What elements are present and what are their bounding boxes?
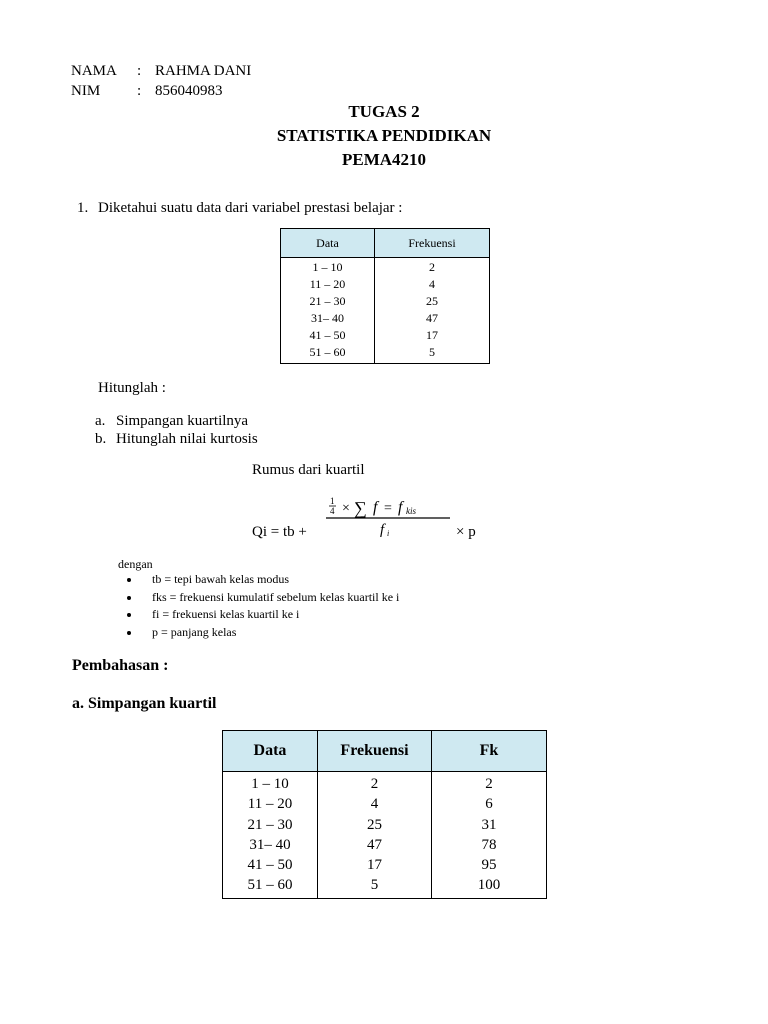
list-item bbox=[127, 606, 399, 624]
quartile-fraction bbox=[326, 494, 456, 542]
cell-frekuensi: 47 bbox=[318, 835, 432, 855]
table-row bbox=[223, 815, 547, 835]
cell-frekuensi: 25 bbox=[318, 815, 432, 835]
cell-frekuensi: 4 bbox=[375, 276, 490, 293]
bullet-icon bbox=[127, 596, 131, 600]
cell-frekuensi: 4 bbox=[318, 794, 432, 814]
title-line-1: TUGAS 2 bbox=[348, 102, 420, 121]
discussion-heading: Pembahasan : bbox=[72, 657, 169, 674]
legend-intro: dengan bbox=[118, 557, 153, 571]
bullet-icon bbox=[127, 631, 131, 635]
cell-frekuensi: 25 bbox=[375, 293, 490, 310]
cell-data: 41 – 50 bbox=[247, 857, 293, 874]
frequency-table bbox=[280, 228, 490, 364]
question-intro: Diketahui suatu data dari variabel prestasi belajar : bbox=[98, 200, 403, 216]
header-fk: Fk bbox=[432, 731, 547, 772]
header-data: Data bbox=[281, 229, 375, 258]
nim-value: 856040983 bbox=[155, 83, 223, 99]
bullet-icon bbox=[127, 613, 131, 617]
svg-text:kis: kis bbox=[406, 506, 416, 516]
nim-label: NIM bbox=[71, 83, 101, 99]
table-row bbox=[223, 794, 547, 814]
svg-text:i: i bbox=[387, 529, 390, 538]
legend-text: tb = tepi bawah kelas modus bbox=[152, 572, 290, 586]
list-item bbox=[127, 589, 399, 607]
cell-data: 31– 40 bbox=[311, 311, 344, 325]
title-line-3: PEMA4210 bbox=[341, 150, 427, 169]
task-a-text: Simpangan kuartilnya bbox=[116, 413, 249, 429]
table-row bbox=[281, 293, 490, 310]
task-b-text: Hitunglah nilai kurtosis bbox=[116, 431, 258, 447]
cell-frekuensi: 17 bbox=[375, 327, 490, 344]
header-data: Data bbox=[223, 731, 318, 772]
cell-data: 51 – 60 bbox=[309, 345, 346, 359]
hitunglah-label: Hitunglah : bbox=[98, 380, 166, 396]
cell-data: 1 – 10 bbox=[312, 260, 343, 274]
bullet-icon bbox=[127, 578, 131, 582]
cell-fk: 6 bbox=[432, 794, 547, 814]
header-frekuensi: Frekuensi bbox=[375, 229, 490, 258]
cell-frekuensi: 47 bbox=[375, 310, 490, 327]
cumulative-frequency-table bbox=[222, 730, 547, 899]
cell-data: 31– 40 bbox=[249, 836, 291, 853]
cell-data: 41 – 50 bbox=[309, 328, 346, 342]
cell-data: 11 – 20 bbox=[247, 796, 293, 813]
formula-rhs: × p bbox=[456, 524, 476, 540]
legend-text: p = panjang kelas bbox=[152, 624, 237, 639]
svg-text:f: f bbox=[398, 499, 403, 516]
table-header-row bbox=[281, 229, 490, 258]
cell-data: 21 – 30 bbox=[247, 816, 293, 833]
nim-separator: : bbox=[137, 83, 142, 99]
table-row bbox=[281, 276, 490, 293]
table-row bbox=[281, 327, 490, 344]
cell-frekuensi: 17 bbox=[318, 855, 432, 875]
svg-text:4: 4 bbox=[330, 506, 335, 516]
cell-data: 1 – 10 bbox=[251, 776, 289, 792]
table-row bbox=[223, 835, 547, 855]
question-number: 1. bbox=[77, 200, 89, 216]
table-row bbox=[223, 855, 547, 875]
list-item bbox=[127, 571, 399, 589]
cell-data: 21 – 30 bbox=[309, 294, 346, 308]
task-a-marker: a. bbox=[95, 413, 106, 429]
table-row bbox=[223, 875, 547, 898]
table-row bbox=[281, 310, 490, 327]
cell-fk: 95 bbox=[432, 855, 547, 875]
fraction-numerator bbox=[329, 496, 416, 518]
list-item bbox=[127, 624, 399, 642]
svg-text:f: f bbox=[380, 522, 385, 538]
svg-text:×: × bbox=[342, 501, 350, 516]
task-b-marker: b. bbox=[95, 431, 107, 447]
cell-fk: 31 bbox=[432, 815, 547, 835]
svg-text:f: f bbox=[373, 499, 378, 516]
svg-text:∑: ∑ bbox=[354, 498, 367, 518]
name-value: RAHMA DANI bbox=[155, 63, 252, 79]
table-row bbox=[281, 344, 490, 364]
cell-fk: 78 bbox=[432, 835, 547, 855]
name-separator: : bbox=[137, 63, 142, 79]
legend-text: fks = frekuensi kumulatif sebelum kelas kuartil ke i bbox=[152, 589, 400, 604]
cell-frekuensi: 5 bbox=[375, 344, 490, 364]
table-header-row bbox=[223, 731, 547, 772]
header-frekuensi: Frekuensi bbox=[318, 731, 432, 772]
cell-fk: 100 bbox=[432, 875, 547, 898]
cell-frekuensi: 2 bbox=[318, 772, 432, 795]
cell-data: 11 – 20 bbox=[309, 277, 346, 291]
svg-text:1: 1 bbox=[330, 496, 335, 506]
formula-caption: Rumus dari kuartil bbox=[252, 462, 365, 478]
title-line-2: STATISTIKA PENDIDIKAN bbox=[276, 126, 492, 145]
cell-frekuensi: 2 bbox=[375, 258, 490, 277]
cell-frekuensi: 5 bbox=[318, 875, 432, 898]
student-identity bbox=[71, 61, 371, 101]
legend-list bbox=[127, 571, 399, 641]
legend-text: fi = frekuensi kelas kuartil ke i bbox=[152, 607, 300, 621]
discussion-subheading: a. Simpangan kuartil bbox=[72, 695, 217, 712]
table-row bbox=[223, 772, 547, 795]
table-row bbox=[281, 258, 490, 277]
name-label: NAMA bbox=[71, 63, 117, 79]
formula-lhs: Qi = tb + bbox=[252, 524, 307, 540]
svg-text:=: = bbox=[384, 501, 392, 516]
cell-fk: 2 bbox=[432, 772, 547, 795]
fraction-denominator bbox=[380, 522, 389, 538]
cell-data: 51 – 60 bbox=[247, 877, 293, 894]
